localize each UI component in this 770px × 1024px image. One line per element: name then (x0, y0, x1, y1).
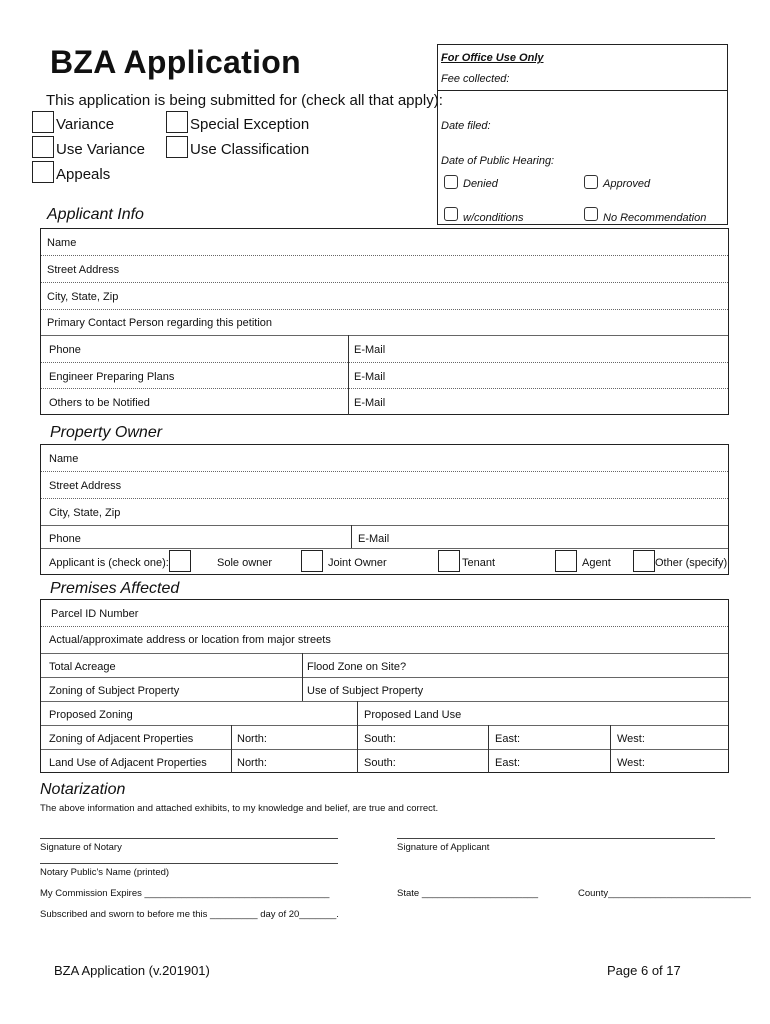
denied-label: Denied (463, 178, 498, 190)
adjacent-zoning-west[interactable]: West: (617, 733, 645, 745)
variance-checkbox[interactable] (32, 111, 54, 133)
use-variance-label: Use Variance (56, 141, 145, 158)
office-use-box (437, 44, 728, 225)
joint-owner-checkbox[interactable] (301, 550, 323, 572)
subscribed-sworn-field[interactable]: Subscribed and sworn to before me this _________ day of 20_______. (40, 909, 339, 920)
fee-collected-label: Fee collected: (441, 73, 510, 85)
premises-address-field[interactable]: Actual/approximate address or location from major streets (49, 634, 331, 646)
proposed-zoning-field[interactable]: Proposed Zoning (49, 709, 133, 721)
applicant-is-label: Applicant is (check one): (49, 557, 169, 569)
no-recommendation-label: No Recommendation (603, 212, 707, 224)
applicant-street-field[interactable]: Street Address (47, 264, 120, 276)
use-classification-checkbox[interactable] (166, 136, 188, 158)
property-owner-heading: Property Owner (50, 424, 163, 441)
date-filed-label: Date filed: (441, 120, 491, 132)
notary-name-label: Notary Public's Name (printed) (40, 867, 170, 878)
owner-city-field[interactable]: City, State, Zip (49, 507, 121, 519)
applicant-signature-label: Signature of Applicant (397, 842, 490, 853)
adjacent-zoning-east[interactable]: East: (495, 733, 521, 745)
engineer-email-field[interactable]: E-Mail (354, 371, 386, 383)
adjacent-zoning-label: Zoning of Adjacent Properties (49, 733, 194, 745)
owner-email-field[interactable]: E-Mail (358, 533, 390, 545)
approved-label: Approved (603, 178, 651, 190)
instruction-text: This application is being submitted for (check all that apply): (46, 92, 443, 109)
owner-name-field[interactable]: Name (49, 453, 79, 465)
applicant-name-field[interactable]: Name (47, 237, 77, 249)
applicant-info-heading: Applicant Info (47, 206, 144, 223)
adjacent-land-west[interactable]: West: (617, 757, 645, 769)
adjacent-zoning-south[interactable]: South: (364, 733, 396, 745)
other-label: Other (specify) (655, 557, 728, 569)
appeals-checkbox[interactable] (32, 161, 54, 183)
adjacent-land-north[interactable]: North: (237, 757, 267, 769)
state-field[interactable]: State ______________________ (397, 888, 539, 899)
applicant-signature-line[interactable] (397, 838, 715, 839)
owner-street-field[interactable]: Street Address (49, 480, 122, 492)
conditions-checkbox[interactable] (444, 207, 458, 221)
parcel-id-field[interactable]: Parcel ID Number (51, 608, 139, 620)
office-heading: For Office Use Only (441, 52, 544, 64)
adjacent-land-east[interactable]: East: (495, 757, 521, 769)
others-email-field[interactable]: E-Mail (354, 397, 386, 409)
hearing-date-label: Date of Public Hearing: (441, 155, 555, 167)
notary-name-line[interactable] (40, 863, 338, 864)
tenant-checkbox[interactable] (438, 550, 460, 572)
notarization-heading: Notarization (40, 781, 126, 798)
page-title: BZA Application (50, 44, 301, 80)
subject-zoning-field[interactable]: Zoning of Subject Property (49, 685, 180, 697)
use-classification-label: Use Classification (190, 141, 310, 158)
proposed-land-use-field[interactable]: Proposed Land Use (364, 709, 462, 721)
sole-owner-label: Sole owner (217, 557, 273, 569)
denied-checkbox[interactable] (444, 175, 458, 189)
premises-table (40, 599, 729, 773)
appeals-label: Appeals (56, 166, 111, 183)
notary-signature-line[interactable] (40, 838, 338, 839)
notarization-statement: The above information and attached exhibits, to my knowledge and belief, are true and correct. (40, 803, 439, 814)
owner-phone-field[interactable]: Phone (49, 533, 81, 545)
no-recommendation-checkbox[interactable] (584, 207, 598, 221)
notary-signature-label: Signature of Notary (40, 842, 122, 853)
commission-expires-field[interactable]: My Commission Expires ___________________________________ (40, 888, 330, 899)
tenant-label: Tenant (462, 557, 496, 569)
applicant-email-field[interactable]: E-Mail (354, 344, 386, 356)
agent-label: Agent (582, 557, 611, 569)
joint-owner-label: Joint Owner (328, 557, 387, 569)
applicant-city-field[interactable]: City, State, Zip (47, 291, 119, 303)
sole-owner-checkbox[interactable] (169, 550, 191, 572)
flood-zone-field[interactable]: Flood Zone on Site? (307, 661, 407, 673)
adjacent-land-use-label: Land Use of Adjacent Properties (49, 757, 207, 769)
subject-use-field[interactable]: Use of Subject Property (307, 685, 424, 697)
applicant-phone-field[interactable]: Phone (49, 344, 81, 356)
special-exception-label: Special Exception (190, 116, 310, 133)
county-field[interactable]: County___________________________ (578, 888, 751, 899)
adjacent-zoning-north[interactable]: North: (237, 733, 267, 745)
approved-checkbox[interactable] (584, 175, 598, 189)
others-notified-field[interactable]: Others to be Notified (49, 397, 150, 409)
variance-label: Variance (56, 116, 115, 133)
primary-contact-field[interactable]: Primary Contact Person regarding this petition (47, 317, 272, 329)
conditions-label: w/conditions (463, 212, 524, 224)
adjacent-land-south[interactable]: South: (364, 757, 396, 769)
other-checkbox[interactable] (633, 550, 655, 572)
engineer-field[interactable]: Engineer Preparing Plans (49, 371, 175, 383)
footer-page-number: Page 6 of 17 (607, 963, 681, 978)
agent-checkbox[interactable] (555, 550, 577, 572)
footer-document-version: BZA Application (v.201901) (54, 963, 210, 978)
use-variance-checkbox[interactable] (32, 136, 54, 158)
premises-heading: Premises Affected (50, 580, 180, 597)
special-exception-checkbox[interactable] (166, 111, 188, 133)
applicant-info-table (40, 228, 729, 415)
total-acreage-field[interactable]: Total Acreage (49, 661, 116, 673)
property-owner-table (40, 444, 729, 575)
